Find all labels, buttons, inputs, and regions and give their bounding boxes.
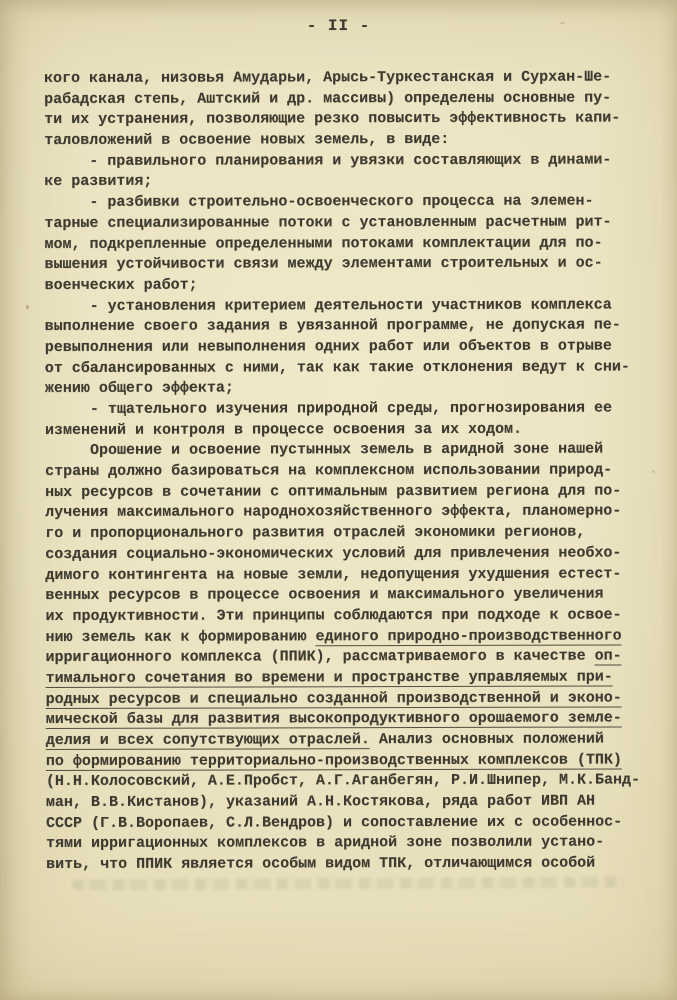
text-line <box>45 543 639 565</box>
underlined-text: тимального сочетания во времени и пространстве управляемых при- <box>45 668 613 687</box>
text-line <box>45 461 639 483</box>
text-line <box>46 771 640 793</box>
text-segment: их продуктивности. Эти принципы соблюдаются при подходе к освое- <box>45 606 622 625</box>
text-line <box>44 254 638 276</box>
text-segment: таловложений в освоение новых земель, в виде: <box>44 131 450 150</box>
text-line <box>45 481 639 503</box>
text-segment: ти их устранения, позволяющие резко повысить эффективность капи- <box>44 109 621 129</box>
paper-speck <box>652 470 655 473</box>
text-line <box>44 88 638 110</box>
text-line <box>46 750 640 772</box>
text-segment: тарные специализированные потоки с установленным расчетным рит- <box>44 213 612 232</box>
text-line <box>46 729 640 751</box>
page-number: - II - <box>306 17 371 35</box>
text-line <box>44 109 638 131</box>
text-line <box>45 357 639 379</box>
text-line <box>45 564 639 586</box>
text-line <box>45 419 639 441</box>
text-line <box>45 502 639 524</box>
underlined-text: делия и всех сопутствующих отраслей. <box>45 731 370 749</box>
text-segment: ирригационного комплекса (ППИК), рассматриваемого в качестве <box>45 647 595 667</box>
text-line <box>46 709 640 731</box>
text-segment: создания социально-экономических условий для привлечения необхо- <box>45 544 622 563</box>
text-line <box>45 440 639 462</box>
text-segment: страны должно базироваться на комплексном использовании природ- <box>45 461 613 481</box>
text-segment: выполнение своего задания в увязанной программе, не допуская пе- <box>44 316 621 336</box>
text-segment: военческих работ; <box>44 276 198 294</box>
text-line <box>46 812 640 834</box>
text-line <box>46 688 640 710</box>
text-line <box>44 130 638 152</box>
text-segment: вить, что ППИК является особым видом ТПК, отличающимся особой <box>46 854 596 874</box>
text-line <box>45 274 639 296</box>
text-line <box>45 316 639 338</box>
text-segment: ке развития; <box>44 173 153 191</box>
text-segment: ных ресурсов в сочетании с оптимальным развитием региона для по- <box>45 482 622 501</box>
underlined-text: оп- <box>594 647 622 665</box>
underlined-text: по формированию территориально-производственных комплексов (ТПК) <box>45 751 622 770</box>
text-segment: венных ресурсов в процессе освоения и максимального увеличения <box>45 585 604 605</box>
text-line <box>44 212 638 234</box>
text-segment: - установления критерием деятельности участников комплекса <box>44 296 612 315</box>
text-line <box>45 626 639 648</box>
text-line <box>45 398 639 420</box>
text-line <box>44 67 638 89</box>
text-segment: - правильного планирования и увязки составляющих в динами- <box>44 151 612 170</box>
text-line <box>45 605 639 627</box>
text-segment: (Н.Н.Колосовский, А.Е.Пробст, А.Г.Аганбегян, Р.И.Шнипер, М.К.Банд- <box>45 771 640 791</box>
underlined-text: мической базы для развития высокопродуктивного орошаемого земле- <box>45 709 622 729</box>
text-body <box>44 67 640 875</box>
text-segment: димого контингента на новые земли, недопущения ухудшения естест- <box>45 564 622 584</box>
text-line <box>46 667 640 689</box>
text-line <box>46 792 640 814</box>
paper-speck <box>560 22 565 24</box>
underlined-text: родных ресурсов и специально созданной производственной и эконо- <box>45 689 622 708</box>
text-segment: тями ирригационных комплексов в аридной зоне позволили устано- <box>46 833 605 853</box>
text-segment: мом, подкрепленные определенными потоками комплектации для по- <box>44 234 603 253</box>
text-segment: Анализ основных положений <box>369 730 604 749</box>
text-line <box>45 585 639 607</box>
text-segment: изменений и контроля в процессе освоения за их ходом. <box>44 420 523 439</box>
text-segment: лучения максимального народнохозяйственного эффекта, планомерно- <box>45 502 622 522</box>
paper-speck <box>26 305 29 309</box>
text-segment: - тщательного изучения природной среды, прогнозирования ее <box>44 399 613 418</box>
text-line <box>45 378 639 400</box>
text-segment: СССР (Г.В.Воропаев, С.Л.Вендров) и сопоставление их с особеннос- <box>45 813 623 832</box>
text-segment: от сбалансированных с ними, так как такие отклонения ведут к сни- <box>44 358 630 377</box>
text-segment: ман, В.В.Кистанов), указаний А.Н.Костякова, ряда работ ИВП АН <box>45 792 596 812</box>
text-line <box>44 171 638 193</box>
text-line <box>46 854 640 876</box>
text-segment: рабадская степь, Аштский и др. массивы) определены основные пу- <box>44 89 612 108</box>
text-line <box>45 523 639 545</box>
underlined-text: единого природно-производственного <box>315 627 622 645</box>
bleed-through-smudge <box>72 877 624 891</box>
text-line <box>46 833 640 855</box>
text-segment: нию земель как к формированию <box>45 627 316 646</box>
text-segment: кого канала, низовья Амударьи, Арысь-Туркестанская и Сурхан-Ше- <box>44 68 612 87</box>
text-line <box>45 336 639 358</box>
text-line <box>44 192 638 214</box>
paper-speck <box>513 160 517 163</box>
text-segment: - разбивки строительно-освоенческого процесса на элемен- <box>44 192 594 212</box>
text-segment: ревыполнения или невыполнения одних работ или объектов в отрыве <box>44 337 612 356</box>
text-segment: го и пропорционального развития отраслей экономики регионов, <box>45 523 586 543</box>
text-segment: вышения устойчивости связи между элементами строительных и ос- <box>44 254 603 274</box>
text-line <box>46 647 640 669</box>
text-line <box>45 295 639 317</box>
text-line <box>44 150 638 172</box>
text-segment: Орошение и освоение пустынных земель в аридной зоне нашей <box>44 440 604 460</box>
text-line <box>44 233 638 255</box>
text-segment: жению общего эффекта; <box>44 379 234 398</box>
